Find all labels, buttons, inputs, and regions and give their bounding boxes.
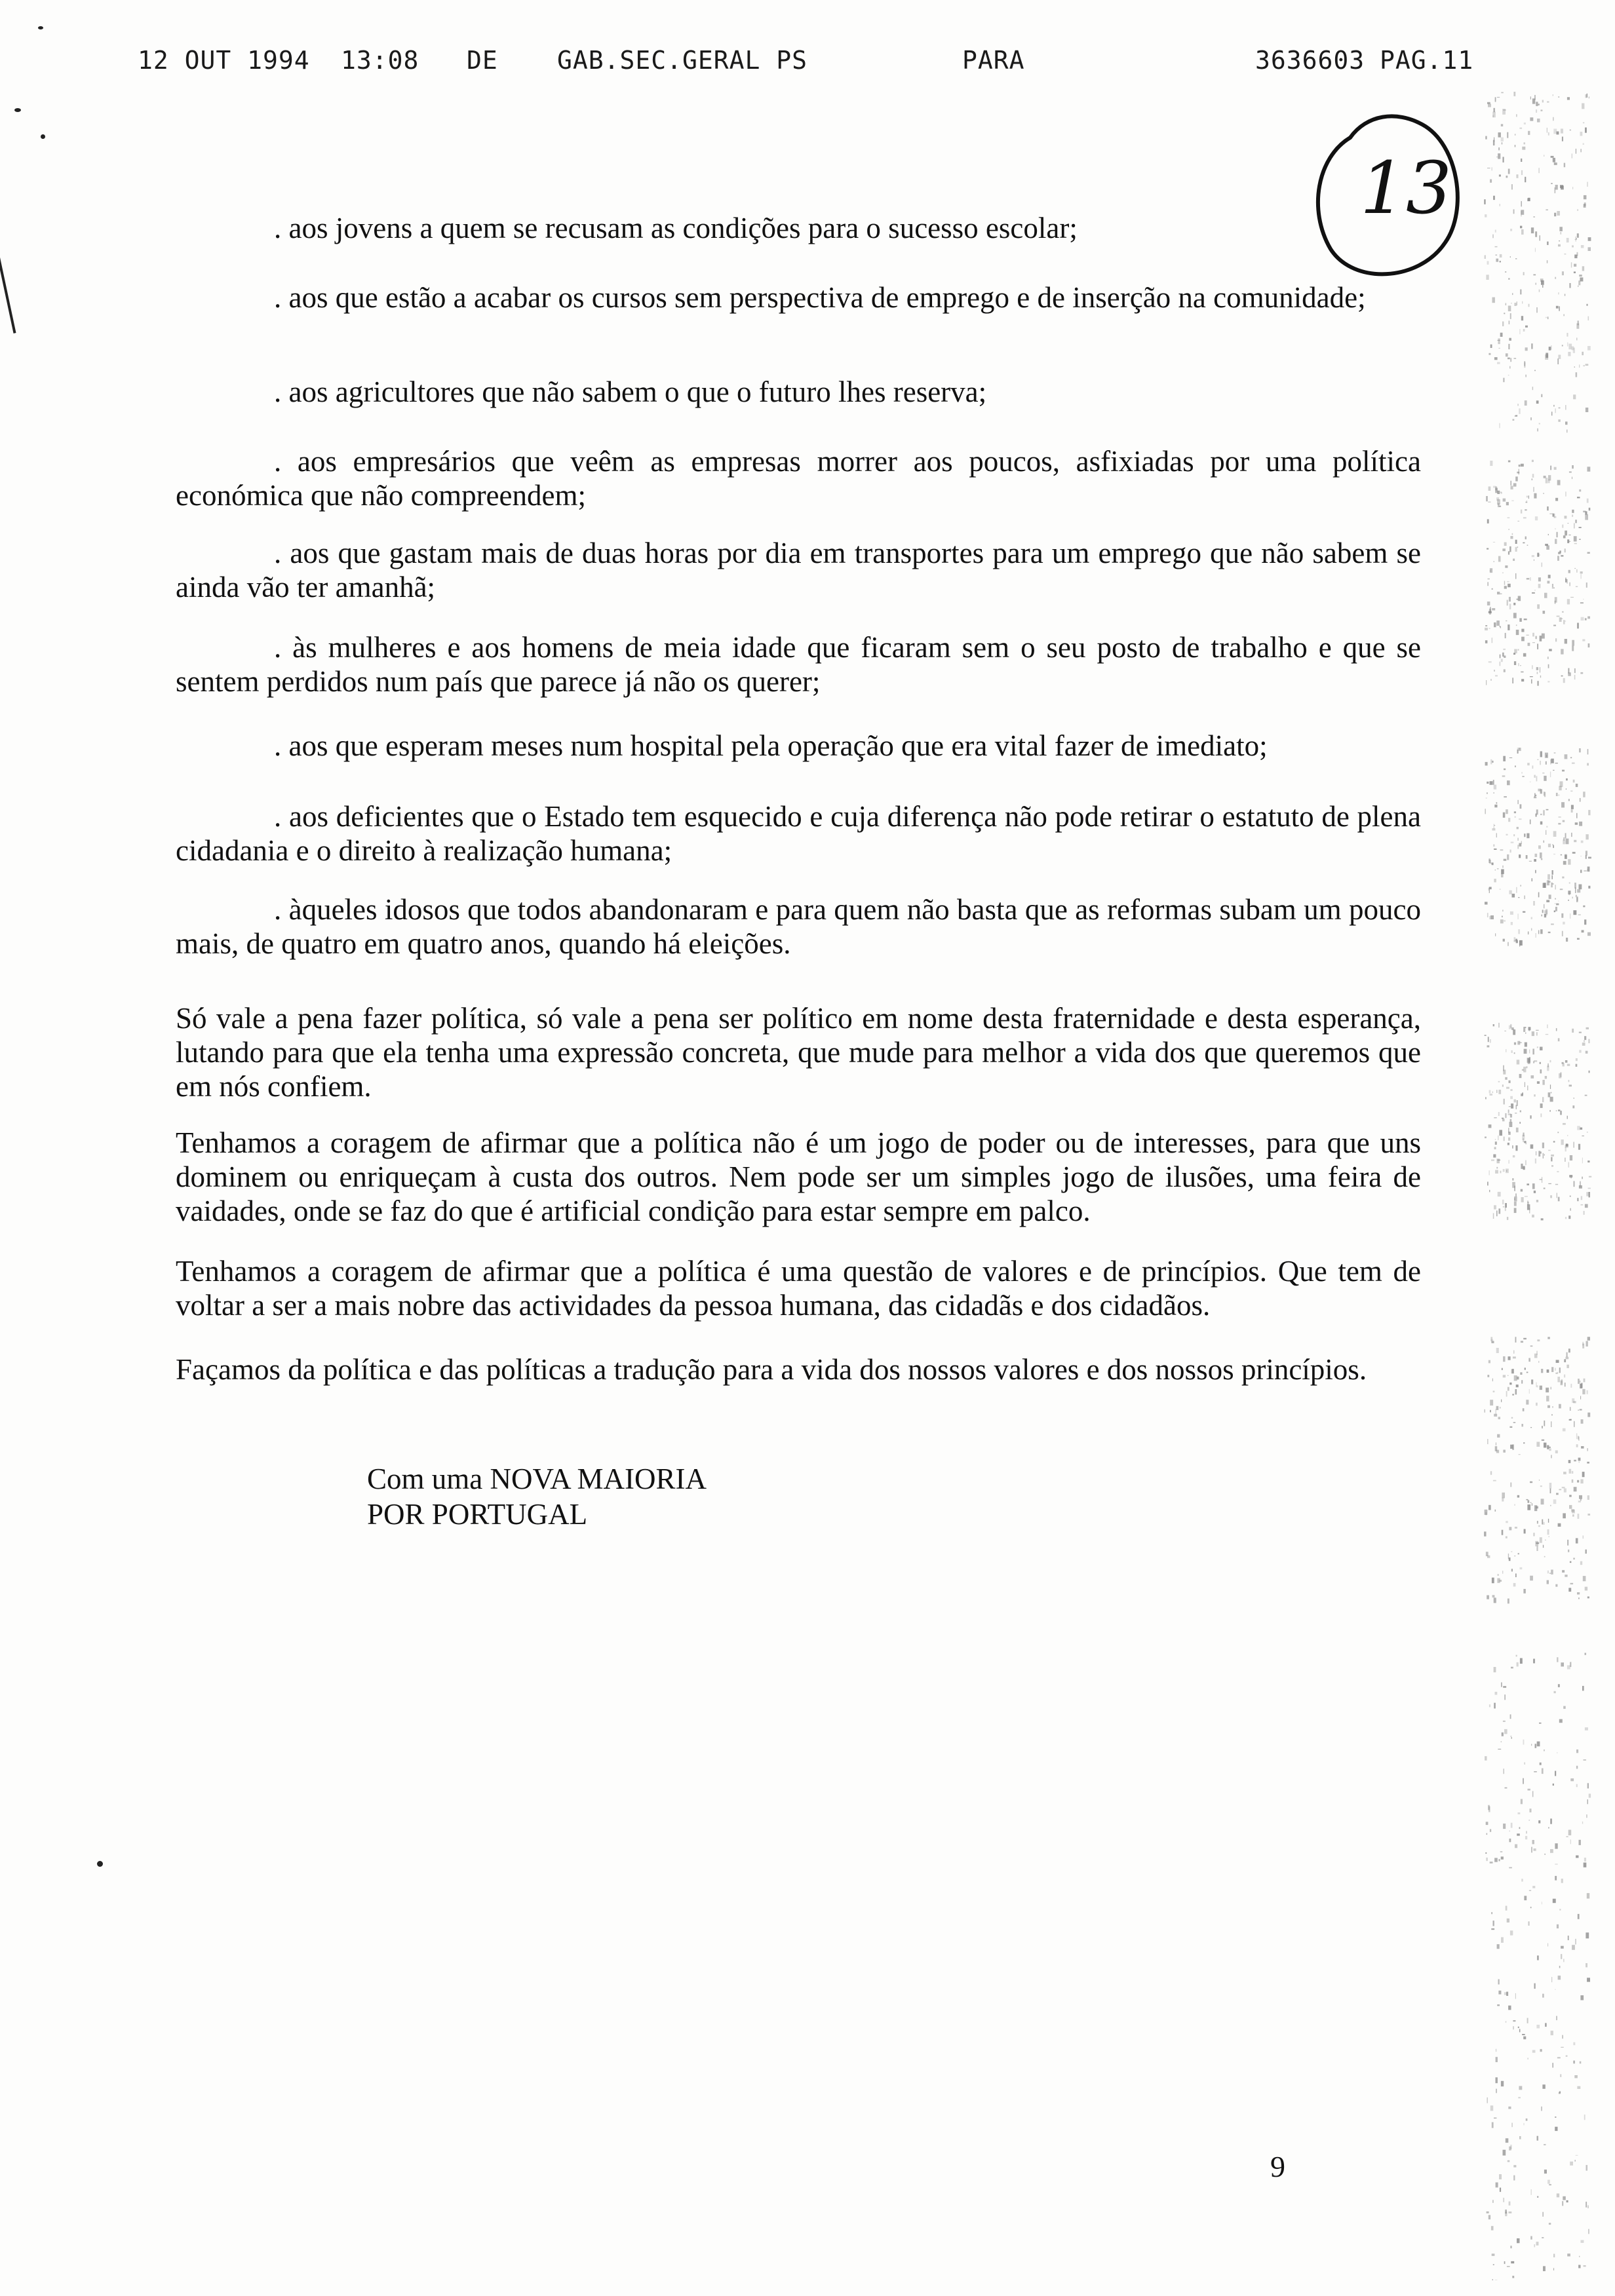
bullet-paragraph: . aos empresários que veêm as empresas morrer aos poucos, asfixiadas por uma política económica que não compreendem; xyxy=(176,445,1421,512)
fax-para-label: PARA xyxy=(962,46,1025,75)
bullet-paragraph: . às mulheres e aos homens de meia idade que ficaram sem o seu posto de trabalho e que se sentem perdidos num país que parece já não os querer; xyxy=(176,631,1421,698)
body-paragraph: Tenhamos a coragem de afirmar que a política é uma questão de valores e de princípios. Que tem de voltar a ser a mais nobre das actividades da pessoa humana, das cidadãs e dos cidadãos. xyxy=(176,1255,1421,1322)
fax-recipient: 3636603 xyxy=(1255,46,1365,75)
body-paragraph: Tenhamos a coragem de afirmar que a política não é um jogo de poder ou de interesses, para que uns dominem ou enriqueçam à custa dos outros. Nem pode ser um simples jogo de ilusões, uma feira de vaidades, onde se faz do que é artificial condição para estar sempre em palco. xyxy=(176,1126,1421,1227)
fax-header xyxy=(0,46,1615,92)
closing-line-1: Com uma NOVA MAIORIA xyxy=(367,1463,707,1495)
handwritten-number-text: 13 xyxy=(1360,146,1452,230)
handwritten-circled-number xyxy=(1304,98,1475,288)
fax-page-label: PAG.11 xyxy=(1380,46,1474,75)
bullet-paragraph: . aos jovens a quem se recusam as condições para o sucesso escolar; xyxy=(274,212,1078,244)
page-number: 9 xyxy=(1270,2150,1285,2183)
body-paragraph: Façamos da política e das políticas a tradução para a vida dos nossos valores e dos nossos princípios. xyxy=(176,1353,1367,1386)
fax-sender: GAB.SEC.GERAL PS xyxy=(557,46,808,75)
fax-date: 12 OUT 1994 xyxy=(138,46,310,75)
bullet-paragraph: . aos que estão a acabar os cursos sem perspectiva de emprego e de inserção na comunidade; xyxy=(274,281,1366,314)
fax-time: 13:08 xyxy=(341,46,419,75)
fax-de-label: DE xyxy=(467,46,498,75)
body-paragraph: Só vale a pena fazer política, só vale a pena ser político em nome desta fraternidade e desta esperança, lutando para que ela tenha uma expressão concreta, que mude para melhor a vida dos que queremos que em nós confiem. xyxy=(176,1002,1421,1103)
scan-speck xyxy=(41,134,45,139)
scan-speck xyxy=(38,26,43,29)
bullet-paragraph: . aos que gastam mais de duas horas por dia em transportes para um emprego que não sabem se ainda vão ter amanhã; xyxy=(176,537,1421,603)
scan-edge-mark xyxy=(0,243,16,334)
closing-line-2: POR PORTUGAL xyxy=(367,1498,588,1531)
bullet-paragraph: . aos que esperam meses num hospital pela operação que era vital fazer de imediato; xyxy=(274,729,1268,762)
bullet-paragraph: . àqueles idosos que todos abandonaram e para quem não basta que as reformas subam um pouco mais, de quatro em quatro anos, quando há eleições. xyxy=(176,893,1421,960)
fax-noise-strip xyxy=(1484,92,1595,2280)
bullet-paragraph: . aos deficientes que o Estado tem esquecido e cuja diferença não pode retirar o estatuto de plena cidadania e o direito à realização humana; xyxy=(176,800,1421,867)
scan-speck xyxy=(14,108,21,112)
bullet-paragraph: . aos agricultores que não sabem o que o futuro lhes reserva; xyxy=(274,375,987,408)
scan-speck xyxy=(97,1861,103,1867)
